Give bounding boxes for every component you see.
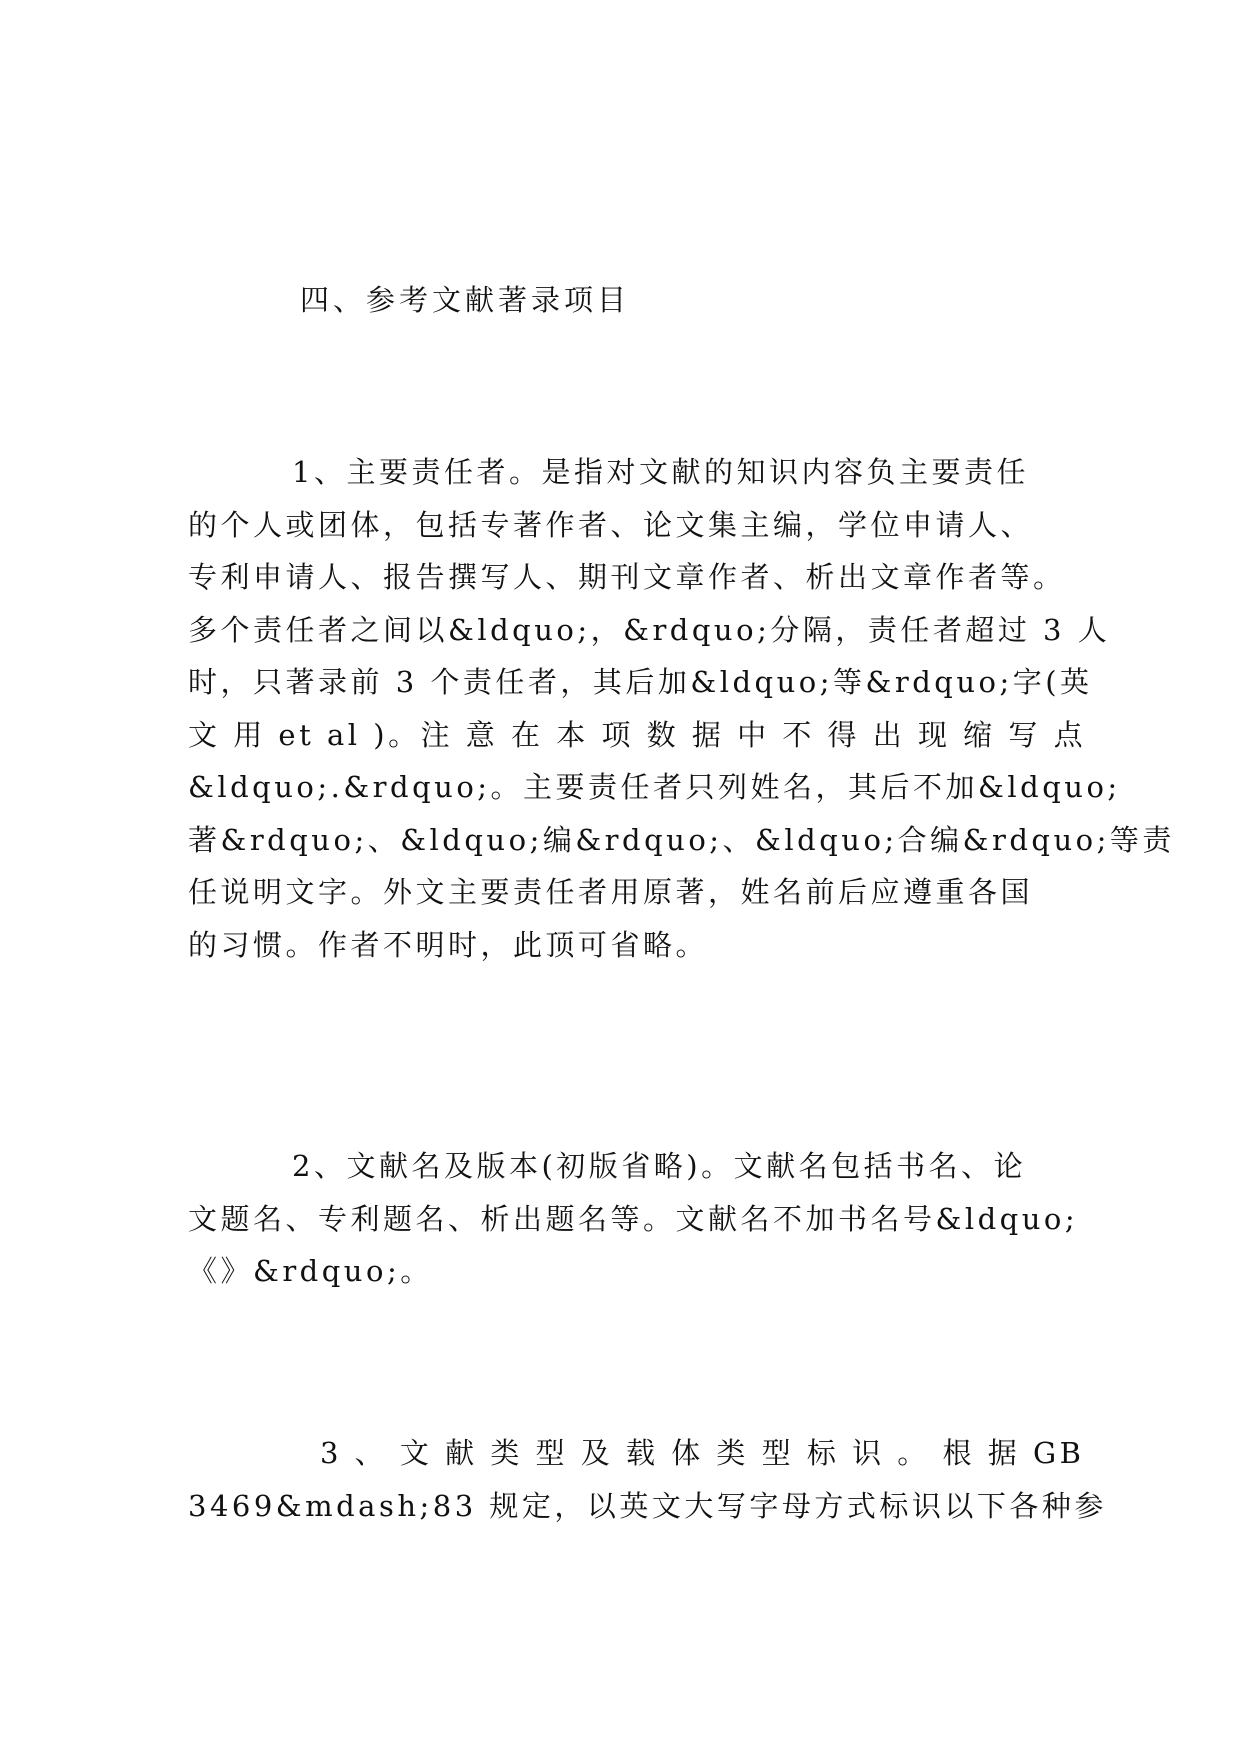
paragraph-line: 文题名、专利题名、析出题名等。文献名不加书名号&ldquo; [188,1201,1079,1236]
paragraph-main-responsible-person [188,446,1175,971]
paragraph-line: 1、主要责任者。是指对文献的知识内容负主要责任 [292,455,1029,489]
paragraph-line: &ldquo;.&rdquo;。主要责任者只列姓名，其后不加&ldquo; [188,770,1121,804]
paragraph-line: 任说明文字。外文主要责任者用原著，姓名前后应遵重各国 [188,875,1034,909]
paragraph-line: 时，只著录前 3 个责任者，其后加&ldquo;等&rdquo;字(英 [188,665,1093,699]
paragraph-line: 多个责任者之间以&ldquo;，&rdquo;分隔，责任者超过 3 人 [188,612,1111,647]
paragraph-document-title-edition [188,1140,1079,1298]
paragraph-line: 《》&rdquo;。 [188,1254,433,1288]
section-heading: 四、参考文献著录项目 [300,283,631,317]
paragraph-line: 专利申请人、报告撰写人、期刊文章作者、析出文章作者等。 [188,560,1066,594]
paragraph-line: 的习惯。作者不明时，此顶可省略。 [188,927,709,962]
paragraph-line: 文 用 et al )。注 意 在 本 项 数 据 中 不 得 出 现 缩 写 点 [188,717,1087,752]
paragraph-line: 的个人或团体，包括专著作者、论文集主编，学位申请人、 [188,507,1034,542]
paragraph-line: 2、文献名及版本(初版省略)。文献名包括书名、论 [292,1149,1027,1183]
paragraph-line: 3 、 文 献 类 型 及 载 体 类 型 标 识 。 根 据 GB [320,1436,1085,1470]
paragraph-line: 3469&mdash;83 规定，以英文大写字母方式标识以下各种参 [188,1488,1107,1523]
paragraph-line: 著&rdquo;、&ldquo;编&rdquo;、&ldquo;合编&rdquo;等责 [188,822,1175,857]
paragraph-document-type-identifier [188,1427,1107,1532]
